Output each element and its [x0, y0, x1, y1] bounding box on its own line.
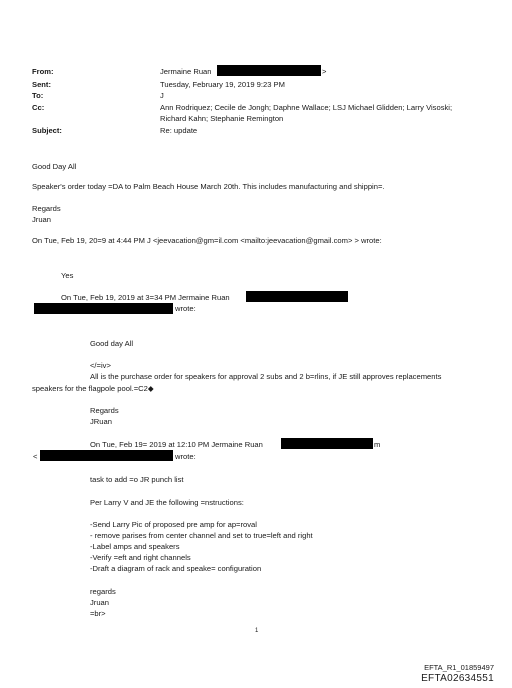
quote-3-suffix: m — [374, 440, 381, 449]
sent-label: Sent: — [32, 80, 51, 89]
speakers-order-line: Speaker's order today =DA to Palm Beach House March 20th. This includes manufacturing and shippin=. — [32, 182, 385, 191]
instruction-item: -Draft a diagram of rack and speake= configuration — [90, 564, 262, 573]
br-tag: =br> — [90, 609, 106, 618]
quote-header-2: On Tue, Feb 19, 2019 at 3=34 PM Jermaine Ruan — [61, 293, 230, 302]
quote-header-1: On Tue, Feb 19, 20=9 at 4:44 PM J <jeevacation@gm=il.com <mailto:jeevacation@gmail.com> > wrote: — [32, 236, 382, 245]
redaction-quote2-email-b — [34, 303, 173, 314]
from-label: From: — [32, 67, 54, 76]
efta-id: EFTA02634551 — [421, 673, 494, 684]
good-day-all: Good day All — [90, 339, 134, 348]
instruction-item: -Verify =eft and right channels — [90, 553, 191, 562]
quote-3-prefix: < — [33, 452, 38, 461]
subject-value: Re: update — [160, 126, 198, 135]
quote-3-wrote: wrote: — [175, 452, 196, 461]
instructions-intro: Per Larry V and JE the following =nstructions: — [90, 498, 244, 507]
redaction-from-email — [217, 65, 321, 76]
redaction-quote3-email-a — [281, 438, 373, 449]
po-line-1: All is the purchase order for speakers for approval 2 subs and 2 b=rlins, if JE still approves replacements — [90, 372, 442, 381]
regards-2: Regards — [90, 406, 119, 415]
efta-r1-id: EFTA_R1_01859497 — [424, 663, 494, 672]
to-label: To: — [32, 91, 44, 100]
task-line: task to add =o JR punch list — [90, 475, 184, 484]
redaction-quote3-email-b — [40, 450, 173, 461]
from-value: Jermaine Ruan — [160, 67, 212, 76]
signature: Jruan — [32, 215, 51, 224]
from-suffix: > — [322, 67, 327, 76]
quote-header-3: On Tue, Feb 19= 2019 at 12:10 PM Jermaine Ruan — [90, 440, 263, 449]
cc-label: Cc: — [32, 103, 45, 112]
sent-value: Tuesday, February 19, 2019 9:23 PM — [160, 80, 285, 89]
yes-reply: Yes — [61, 271, 74, 280]
quote-2-wrote: wrote: — [175, 304, 196, 313]
po-line-2: speakers for the flagpole pool.=C2◆ — [32, 384, 154, 393]
regards-3: regards — [90, 587, 116, 596]
redaction-quote2-email-a — [246, 291, 348, 302]
cc-line-1: Ann Rodriquez; Cecile de Jongh; Daphne Wallace; LSJ Michael Glidden; Larry Visoski; — [160, 103, 453, 112]
subject-label: Subject: — [32, 126, 62, 135]
regards: Regards — [32, 204, 61, 213]
instruction-item: -Label amps and speakers — [90, 542, 180, 551]
cc-line-2: Richard Kahn; Stephanie Remington — [160, 114, 284, 123]
page-number: 1 — [255, 628, 259, 634]
div-tag: </=iv> — [90, 361, 111, 370]
instruction-item: -Send Larry Pic of proposed pre amp for ap=roval — [90, 520, 257, 529]
greeting: Good Day All — [32, 162, 77, 171]
instruction-item: - remove parises from center channel and set to true=left and right — [90, 531, 313, 540]
signature-3: Jruan — [90, 598, 109, 607]
signature-2: JRuan — [90, 417, 112, 426]
to-value: J — [160, 91, 164, 100]
